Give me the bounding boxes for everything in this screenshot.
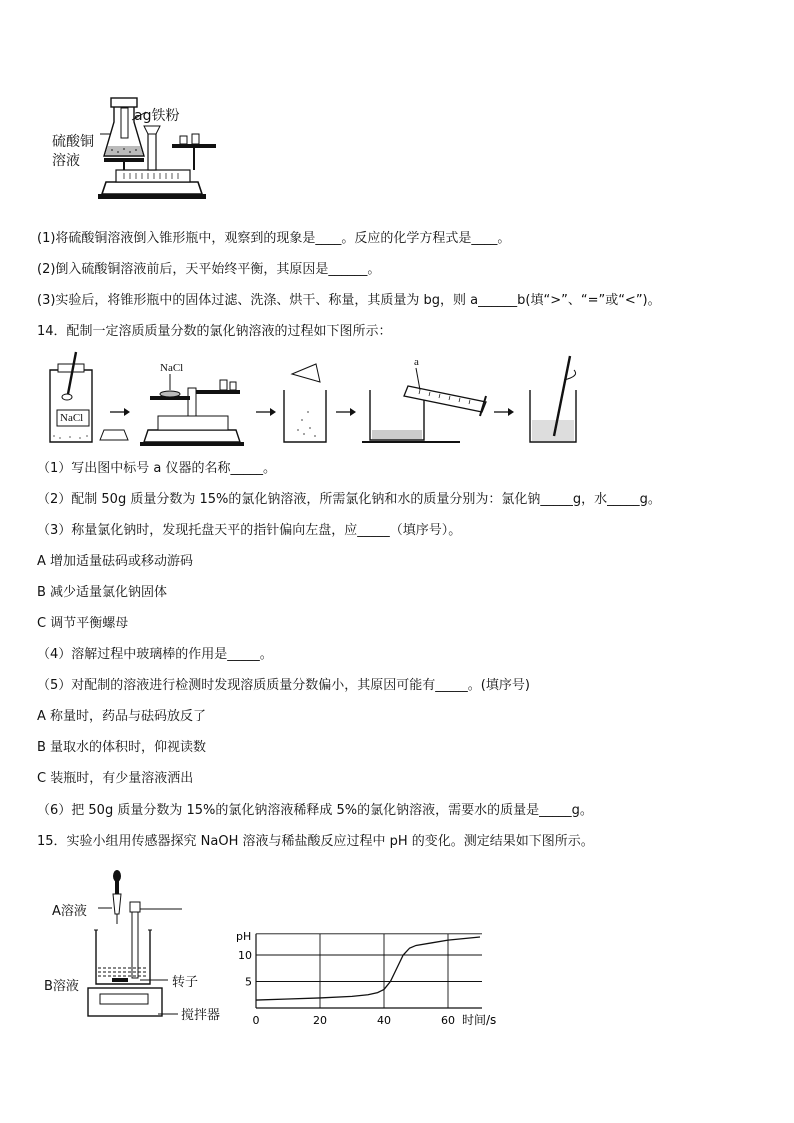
q14-part3: （3）称量氯化钠时，发现托盘天平的指针偏向左盘，应_____（填序号）。 bbox=[37, 523, 462, 538]
q14-part1: （1）写出图中标号 a 仪器的名称_____。 bbox=[37, 461, 277, 476]
q14-option-b: B 减少适量氯化钠固体 bbox=[37, 585, 168, 600]
label-iron-powder: ag铁粉 bbox=[134, 108, 180, 124]
ph-curve bbox=[256, 937, 480, 1000]
x-tick-label: 20 bbox=[313, 1014, 327, 1027]
q13-part2: (2)倒入硫酸铜溶液前后，天平始终平衡，其原因是______。 bbox=[37, 262, 381, 277]
q14-part5: （5）对配制的溶液进行检测时发现溶质质量分数偏小，其原因可能有_____。(填序号) bbox=[37, 678, 530, 693]
label-a-solution: A溶液 bbox=[52, 904, 87, 919]
instrument-a-label: a bbox=[414, 356, 419, 368]
q14-part4: （4）溶解过程中玻璃棒的作用是_____。 bbox=[37, 647, 273, 662]
ph-chart bbox=[230, 928, 520, 1032]
q14-title: 14．配制一定溶质质量分数的氯化钠溶液的过程如下图所示： bbox=[37, 324, 392, 339]
q14-option-a2: A 称量时，药品与砝码放反了 bbox=[37, 709, 207, 724]
q14-option-c: C 调节平衡螺母 bbox=[37, 616, 129, 631]
q13-part1: (1)将硫酸铜溶液倒入锥形瓶中，观察到的现象是____。反应的化学方程式是____。 bbox=[37, 231, 511, 246]
q14-option-a: A 增加适量砝码或移动游码 bbox=[37, 554, 194, 569]
label-stirrer: 搅拌器 bbox=[181, 1008, 221, 1023]
label-cuso4-line1: 硫酸铜 bbox=[52, 134, 94, 150]
q13-part3: (3)实验后，将锥形瓶中的固体过滤、洗涤、烘干、称量，其质量为 bg，则 a______b(填“>”、“=”或“<”)。 bbox=[37, 293, 661, 308]
y-tick-label: 10 bbox=[238, 949, 252, 962]
solution-prep-diagram bbox=[40, 350, 620, 450]
x-axis-label: 时间/s bbox=[462, 1013, 497, 1027]
figure-14 bbox=[40, 350, 620, 450]
q14-part6: （6）把 50g 质量分数为 15%的氯化钠溶液稀释成 5%的氯化钠溶液，需要水的质量是_____g。 bbox=[37, 803, 593, 818]
q15-title: 15．实验小组用传感器探究 NaOH 溶液与稀盐酸反应过程中 pH 的变化。测定结果如下图所示。 bbox=[37, 834, 594, 849]
q14-option-b2: B 量取水的体积时，仰视读数 bbox=[37, 740, 207, 755]
label-cuso4-line2: 溶液 bbox=[52, 153, 80, 169]
x-tick-label: 60 bbox=[441, 1014, 455, 1027]
nacl-balance-label: NaCl bbox=[160, 362, 184, 374]
q14-part2: （2）配制 50g 质量分数为 15%的氯化钠溶液，所需氯化钠和水的质量分别为：氯化钠_____g，水_____g。 bbox=[37, 492, 661, 507]
label-rotor: 转子 bbox=[172, 975, 199, 990]
y-tick-label: 5 bbox=[245, 975, 252, 989]
x-tick-label: 0 bbox=[252, 1014, 260, 1027]
y-axis-label: pH bbox=[236, 929, 252, 943]
label-b-solution: B溶液 bbox=[44, 979, 79, 994]
q14-option-c2: C 装瓶时，有少量溶液洒出 bbox=[37, 771, 194, 786]
nacl-bottle-label: NaCl bbox=[60, 412, 84, 424]
x-tick-label: 40 bbox=[377, 1014, 391, 1027]
